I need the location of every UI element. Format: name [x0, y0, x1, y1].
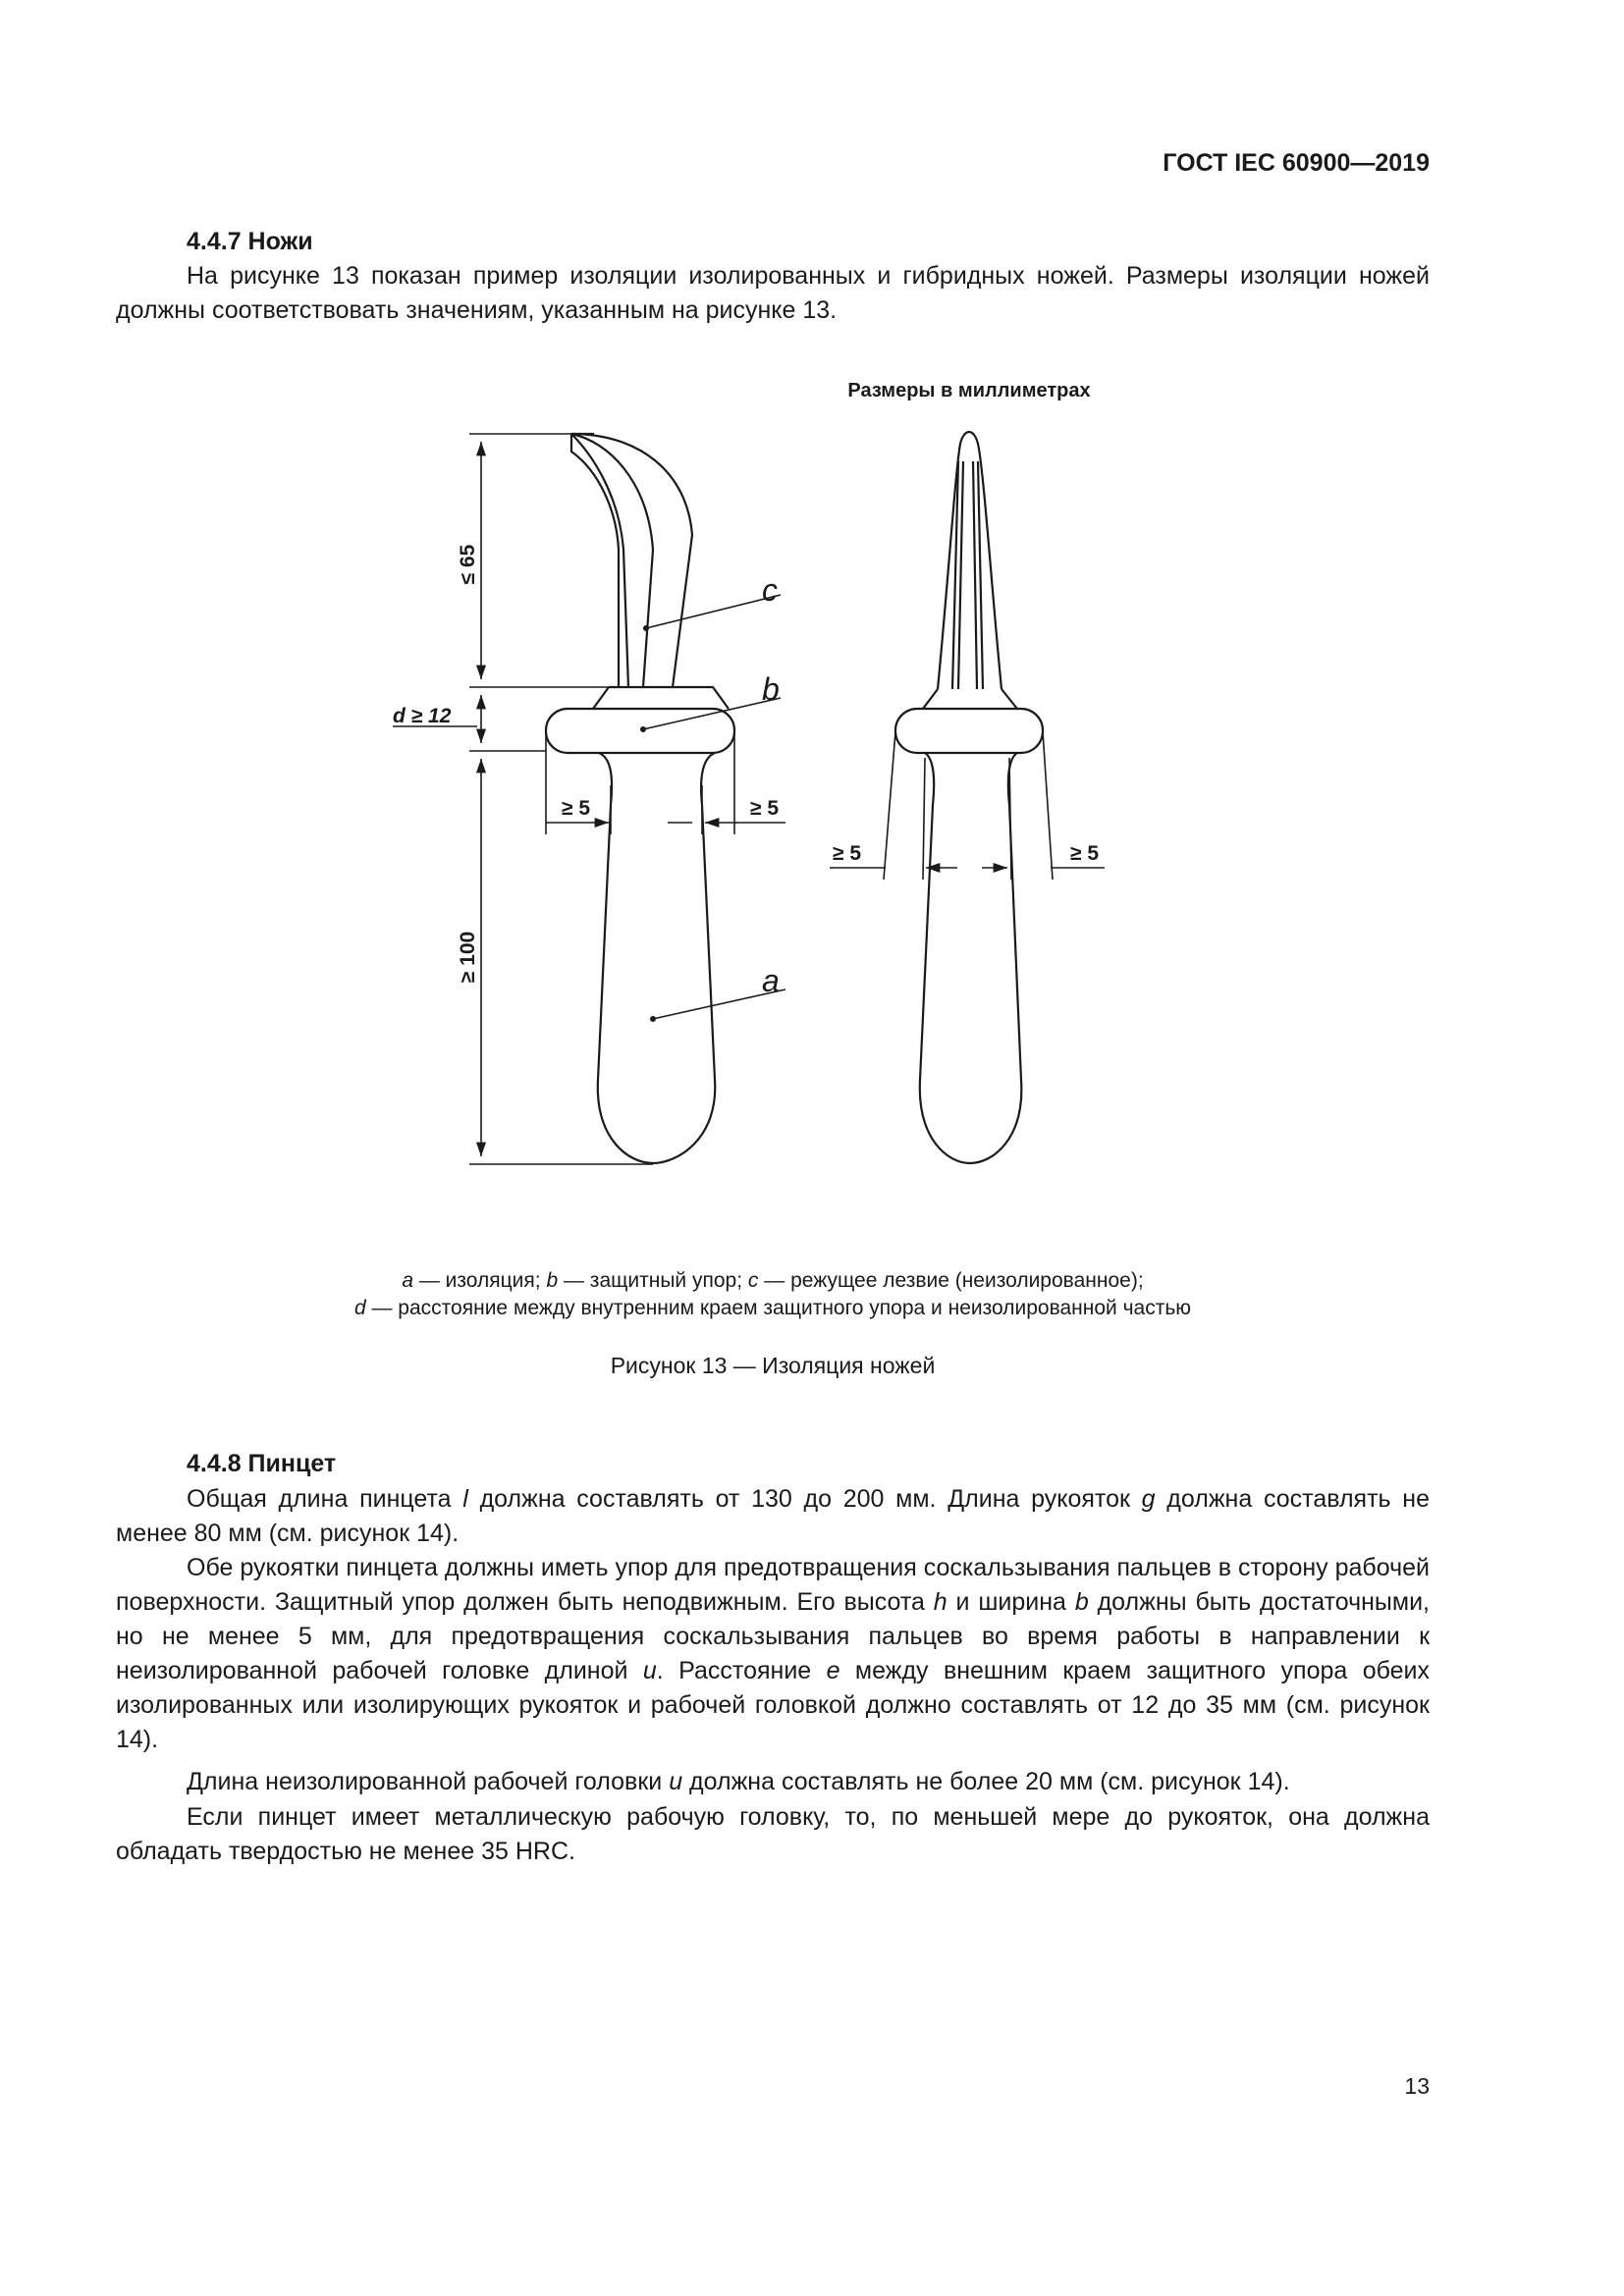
dim-ge5-edge-right: ≥ 5 [1070, 842, 1100, 865]
page-number: 13 [1404, 2073, 1430, 2099]
blade-outer-edge [571, 434, 692, 687]
document-header: ГОСТ IEC 60900—2019 [1163, 149, 1430, 177]
dim-d-12: d ≥ 12 [393, 705, 452, 727]
legend-text-b: — защитный упор; [558, 1269, 748, 1292]
dim-min-100: ≥ 100 [457, 931, 479, 984]
blade-back-edge [571, 434, 619, 687]
label-a: a [762, 963, 780, 998]
figure-legend-line-2 [116, 1294, 1430, 1322]
figure-caption: Рисунок 13 — Изоляция ножей [610, 1353, 936, 1378]
blade-inner-edge [571, 434, 628, 687]
legend-var-c: c [747, 1269, 759, 1292]
figure-legend-line-1 [116, 1266, 1430, 1295]
dim-ge5-left: ≥ 5 [562, 797, 591, 820]
legend-text-c: — режущее лезвие (неизолированное); [758, 1269, 1144, 1292]
paragraph-knives: На рисунке 13 показан пример изоляции изолированных и гибридных ножей. Размеры изоляции ножей должны соответствовать значениям, указанным на рисунке 13. [116, 262, 1430, 324]
handle-a [598, 753, 715, 1163]
paragraph-tweezers-4: Если пинцет имеет металлическую рабочую головку, то, по меньшей мере до рукояток, она должна обладать твердостью не менее 35 HRC. [116, 1803, 1430, 1865]
label-c: c [762, 572, 778, 608]
knife-edge-view [895, 432, 1043, 1163]
paragraph-tweezers-3: Длина неизолированной рабочей головки u должна составлять не более 20 мм (см. рисунок 14). [187, 1768, 1290, 1795]
units-note: Размеры в миллиметрах [847, 380, 1091, 401]
blade-middle-edge [571, 434, 653, 687]
dim-max-65: ≤ 65 [457, 544, 479, 585]
section-title-knives: 4.4.7 Ножи [187, 228, 313, 255]
legend-var-b: b [546, 1269, 559, 1292]
figure-13-knives-drawing [0, 363, 1624, 1207]
legend-text-a: — изоляция; [413, 1269, 547, 1292]
legend-text-d: — расстояние между внутренним краем защитного упора и неизолированной частью [365, 1297, 1192, 1319]
section-title-tweezers: 4.4.8 Пинцет [187, 1450, 337, 1477]
dim-ge5-edge-left: ≥ 5 [833, 842, 862, 865]
paragraph-tweezers-1: Общая длина пинцета l должна составлять от 130 до 200 мм. Длина рукояток g должна составлять не менее 80 мм (см. рисунок 14). [116, 1485, 1430, 1547]
dim-ge5-right: ≥ 5 [750, 797, 780, 820]
legend-var-d: d [353, 1297, 366, 1319]
legend-var-a: a [402, 1269, 414, 1292]
paragraph-tweezers-2: Обе рукоятки пинцета должны иметь упор для предотвращения соскальзывания пальцев в сторону рабочей поверхности. Защитный упор должен быть неподвижным. Его высота h и ширина b должны быть достаточными, но не менее 5 мм, для предотвращения соскальзывания пальцев во время работы в направлении к неизолированной рабочей головке длиной u. Расстояние e между внешним краем защитного упора обеих изолированных или изолирующих рукояток и рабочей головкой должно составлять от 12 до 35 мм (см. рисунок 14). [116, 1554, 1431, 1753]
label-b: b [762, 671, 780, 707]
